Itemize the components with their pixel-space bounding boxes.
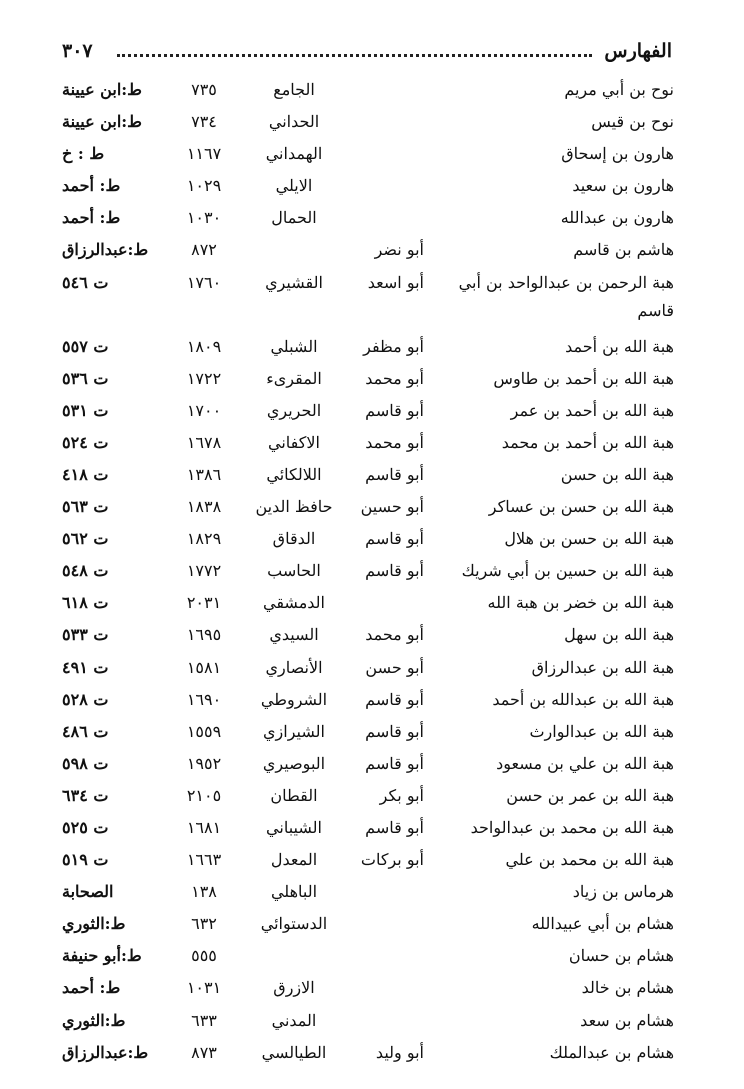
entry-note: ت ٥٢٥ (62, 817, 109, 837)
entry-kunya: أبو اسعد (367, 272, 424, 292)
entry-nisba: المعدل (270, 850, 318, 870)
entry-nisba: الحاسب (267, 561, 321, 581)
entry-name: هرماس بن زياد (572, 882, 674, 902)
entry-note: ت ٥٤٦ (62, 272, 109, 292)
entry-nisba: المدني (271, 1010, 317, 1030)
entry-note: ط:ابن عيينة (62, 112, 142, 132)
entry-nisba: الطيالسي (261, 1042, 327, 1062)
entry-number: ١٦٧٨ (186, 432, 222, 452)
entry-number: ١١٦٧ (186, 144, 222, 164)
entry-nisba: حافظ الدين (255, 497, 333, 517)
index-row (62, 397, 674, 429)
entry-name: هشام بن أبي عبيدالله (531, 914, 674, 934)
entry-name: هبة الله بن أحمد بن طاوس (493, 368, 674, 388)
entry-name: هبة الله بن عبدالله بن أحمد (492, 689, 674, 709)
entry-note: ت ٥٣٣ (62, 625, 109, 645)
entry-note: ط:الثوري (62, 914, 126, 934)
entry-name: هارون بن سعيد (572, 176, 674, 196)
page-number: ٣٠٧ (62, 40, 93, 62)
entry-number: ٥٥٥ (191, 946, 217, 966)
index-row (62, 236, 674, 268)
entry-number: ١٦٩٥ (186, 625, 222, 645)
entry-kunya: أبو بكر (379, 785, 424, 805)
entry-kunya: أبو نضر (374, 240, 424, 260)
entry-nisba: الحداني (268, 112, 320, 132)
entry-note: ط:أبو حنيفة (62, 946, 142, 966)
index-row (62, 782, 674, 814)
entry-nisba: المقرىء (266, 368, 322, 388)
index-row (62, 1039, 674, 1071)
index-row (62, 172, 674, 204)
entry-number: ٦٣٣ (191, 1010, 217, 1030)
entry-number: ٦٣٢ (191, 914, 217, 934)
entry-nisba: الدستوائي (260, 914, 328, 934)
entry-note: ط: أحمد (62, 208, 121, 228)
entry-nisba: الحمال (271, 208, 317, 228)
entry-nisba: الايلي (275, 176, 313, 196)
entry-note: ت ٥٣١ (62, 400, 109, 420)
entry-number: ٧٣٥ (191, 80, 217, 99)
entry-name: هبة الله بن حسن بن عساكر (488, 497, 674, 517)
index-row (62, 204, 674, 236)
entry-number: ١٧٠٠ (186, 400, 222, 420)
entry-kunya: أبو قاسم (365, 817, 424, 837)
entry-name: هشام بن سعد (580, 1010, 674, 1030)
index-row (62, 878, 674, 910)
entry-number: ١٠٢٩ (186, 176, 222, 196)
entry-number: ١٧٧٢ (186, 561, 222, 581)
entry-kunya: أبو حسين (360, 497, 424, 517)
entry-number: ٨٧٢ (191, 240, 217, 260)
index-row (62, 493, 674, 525)
index-row (62, 910, 674, 942)
entry-kunya: أبو قاسم (365, 721, 424, 741)
entry-name: هبة الله بن عبدالرزاق (531, 657, 674, 677)
entry-note: ت ٥٥٧ (62, 336, 109, 356)
index-row (62, 108, 674, 140)
entry-name: هبة الله بن أحمد بن محمد (501, 432, 674, 452)
entry-number: ١٩٥٢ (186, 753, 222, 773)
index-row (62, 750, 674, 782)
index-row (62, 525, 674, 557)
entry-note: ط: أحمد (62, 978, 121, 998)
index-row (62, 365, 674, 397)
entry-number: ١٦٩٠ (186, 689, 222, 709)
entry-kunya: أبو وليد (375, 1042, 424, 1062)
index-row (62, 814, 674, 846)
entry-kunya: أبو قاسم (365, 529, 424, 549)
entry-name: هبة الله بن محمد بن علي (505, 850, 674, 870)
entry-name: هبة الله بن أحمد (565, 336, 674, 356)
index-row (62, 333, 674, 365)
entry-name: نوح بن قيس (591, 112, 674, 132)
entry-note: ت ٤١٨ (62, 464, 109, 484)
entry-number: ١٦٦٣ (186, 850, 222, 870)
entry-number: ١٨٣٨ (186, 497, 222, 517)
index-row (62, 140, 674, 172)
entry-name: هارون بن إسحاق (561, 144, 674, 164)
entry-name: هبة الله بن سهل (564, 625, 674, 645)
entry-name: هبة الله بن حسن بن هلال (504, 529, 674, 549)
index-row (62, 942, 674, 974)
index-row (62, 974, 674, 1006)
entry-kunya: أبو بركات (360, 850, 424, 870)
index-row (62, 621, 674, 653)
entry-nisba: الشيرازي (263, 721, 325, 741)
entry-number: ١٦٨١ (186, 817, 222, 837)
entry-note: ت ٥٦٣ (62, 497, 109, 517)
entry-nisba: الهمداني (265, 144, 323, 164)
entry-number: ٨٧٣ (191, 1042, 217, 1062)
entry-note: ط:عبدالرزاق (62, 1042, 149, 1062)
entry-name: هارون بن عبدالله (560, 208, 674, 228)
entry-nisba: اللالكائي (266, 464, 322, 484)
entry-nisba: الأنصاري (265, 657, 323, 677)
entry-number: ٢٠٣١ (186, 593, 222, 613)
entry-nisba: الدمشقي (263, 593, 325, 613)
entry-note: ت ٤٩١ (62, 657, 109, 677)
entry-note: ط:ابن عيينة (62, 80, 142, 99)
entry-name: هشام بن عبدالملك (549, 1042, 674, 1062)
entry-note: ط:الثوري (62, 1010, 126, 1030)
entry-note: ت ٦١٨ (62, 593, 109, 613)
entry-note: ط : خ (62, 144, 105, 164)
entry-note: ت ٥٣٦ (62, 368, 109, 388)
entry-number: ١٧٢٢ (186, 368, 222, 388)
entry-nisba: الاكفاني (268, 432, 320, 452)
entry-name: هاشم بن قاسم (573, 240, 674, 260)
entry-nisba: الشروطي (260, 689, 328, 709)
entry-number: ١٠٣١ (186, 978, 222, 998)
page-title: الفهارس (604, 40, 672, 62)
entry-note: ت ٥٩٨ (62, 753, 109, 773)
index-row (62, 429, 674, 461)
entry-note: ت ٥١٩ (62, 850, 109, 870)
entry-number: ٢١٠٥ (186, 785, 222, 805)
entry-name: هبة الله بن أحمد بن عمر (510, 400, 674, 420)
entry-nisba: القطان (270, 785, 318, 805)
entry-name: هشام بن حسان (568, 946, 674, 966)
entry-name-continuation: قاسم (637, 300, 674, 320)
entry-name: هبة الله بن حسن (560, 464, 674, 484)
entry-note: ت ٤٨٦ (62, 721, 109, 741)
entry-nisba: القشيري (265, 272, 323, 292)
page-header (62, 40, 672, 70)
entry-note: ت ٥٢٤ (62, 432, 109, 452)
entry-number: ١٧٦٠ (186, 272, 222, 292)
entry-nisba: الشبلي (270, 336, 318, 356)
entry-note: ت ٥٢٨ (62, 689, 109, 709)
entry-number: ١٠٣٠ (186, 208, 222, 228)
entry-kunya: أبو قاسم (365, 689, 424, 709)
entry-nisba: الدقاق (272, 529, 316, 549)
index-row (62, 654, 674, 686)
entry-name: هبة الله بن حسين بن أبي شريك (461, 561, 674, 581)
entry-kunya: أبو محمد (365, 432, 424, 452)
entry-number: ١٣٨٦ (186, 464, 222, 484)
index-row (62, 846, 674, 878)
entry-number: ١٨٠٩ (186, 336, 222, 356)
index-row (62, 557, 674, 589)
index-row (62, 269, 674, 333)
entry-note: ت ٥٦٢ (62, 529, 109, 549)
entry-note: ت ٥٤٨ (62, 561, 109, 581)
entry-name: هبة الله بن علي بن مسعود (496, 753, 674, 773)
entry-name: هبة الله بن محمد بن عبدالواحد (470, 817, 674, 837)
index-row (62, 461, 674, 493)
entry-note: ط: أحمد (62, 176, 121, 196)
entry-name: هشام بن خالد (581, 978, 674, 998)
index-row (62, 1007, 674, 1039)
entry-nisba: السيدي (269, 625, 319, 645)
entry-number: ١٥٨١ (186, 657, 222, 677)
entry-name: نوح بن أبي مريم (564, 80, 674, 99)
entry-number: ٧٣٤ (191, 112, 217, 132)
entry-number: ١٣٨ (191, 882, 217, 902)
entry-name: هبة الله بن خضر بن هبة الله (487, 593, 674, 613)
entry-nisba: الباهلي (270, 882, 318, 902)
entry-kunya: أبو حسن (365, 657, 424, 677)
entry-number: ١٥٥٩ (186, 721, 222, 741)
entry-kunya: أبو قاسم (365, 753, 424, 773)
entry-note: ط:عبدالرزاق (62, 240, 149, 260)
entry-note: الصحابة (62, 882, 114, 902)
header-dotted-leader (117, 52, 592, 57)
entry-kunya: أبو قاسم (365, 561, 424, 581)
entry-note: ت ٦٣٤ (62, 785, 109, 805)
entry-kunya: أبو محمد (365, 625, 424, 645)
entry-nisba: الحريري (266, 400, 322, 420)
entry-nisba: الجامع (273, 80, 315, 99)
index-row (62, 718, 674, 750)
index-row (62, 589, 674, 621)
entry-nisba: الازرق (273, 978, 315, 998)
entry-kunya: أبو قاسم (365, 464, 424, 484)
entry-number: ١٨٢٩ (186, 529, 222, 549)
entry-kunya: أبو قاسم (365, 400, 424, 420)
index-row (62, 76, 674, 108)
entry-kunya: أبو محمد (365, 368, 424, 388)
entry-kunya: أبو مظفر (363, 336, 424, 356)
entry-name: هبة الله بن عمر بن حسن (506, 785, 674, 805)
entry-name: هبة الرحمن بن عبدالواحد بن أبي (458, 272, 674, 292)
entry-nisba: البوصيري (262, 753, 326, 773)
entry-nisba: الشيباني (266, 817, 322, 837)
index-table (62, 76, 674, 1071)
entry-name: هبة الله بن عبدالوارث (529, 721, 674, 741)
index-row (62, 686, 674, 718)
